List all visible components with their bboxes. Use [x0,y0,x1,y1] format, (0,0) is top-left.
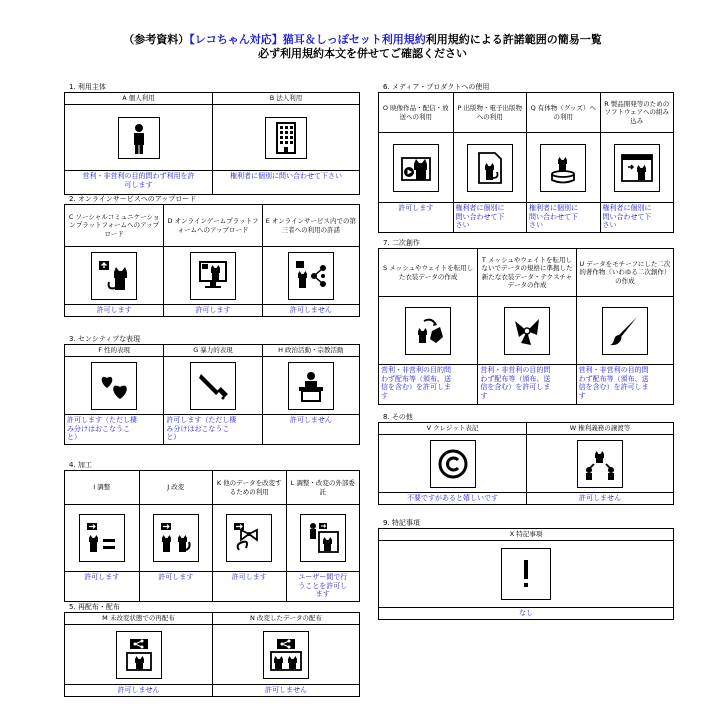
section-title: 8. その他 [378,412,674,423]
item-value: 許可しません [263,414,359,444]
section-8 [378,412,674,505]
item-value: 営利・非営利の目的問 わず配布等（頒布、送 信を含む）を許可しま す [379,364,477,404]
upload-cat-icon [91,252,137,300]
item-heading: X 特記事項 [379,529,673,541]
section-title: 6. メディア・プロダクトへの使用 [378,82,674,93]
item-d [163,205,261,316]
mesh-transfer-icon [405,307,451,355]
item-heading: A 個人利用 [65,93,212,105]
item-value: 許可します（ただし棲 み分けはおこなうこ と） [65,414,163,444]
section-title: 3. センシティブな表現 [64,334,360,345]
header-blue-title: 【レコちゃん対応】猫耳＆しっぽセット利用規約 [189,33,426,46]
bow-icon [226,514,272,562]
item-heading: G 暴力的表現 [164,345,261,357]
item-o [379,93,453,232]
item-heading: B 法人利用 [213,93,359,105]
item-heading: F 性的表現 [65,345,163,357]
item-t [477,249,575,404]
item-value: 営利・非営利の目的問 わず配布等（頒布、送 信を含む）を許可しま す [478,364,575,404]
item-s [379,249,477,404]
exclamation-icon [501,548,551,600]
item-value: なし [379,607,673,619]
item-value: 権利者に個別に 問い合わせて下 さい [527,202,600,232]
item-j [139,471,213,601]
section-9 [378,518,674,620]
item-u [576,249,673,404]
item-v [379,423,526,504]
item-heading: R 製品開発等のためのソフトウェアへの組み込み [601,93,674,133]
header-line-1: （参考資料）【レコちゃん対応】猫耳＆しっぽセット利用規約利用規約による許諾範囲の簡易一覧 [123,33,602,46]
item-value: 営利・非営利の目的問わず利用を許 可します [65,170,212,194]
game-monitor-icon [190,252,236,300]
item-value: 営利・非営利の目的問 わず配布等（頒布、送 信を含む）を許可しま す [577,364,673,404]
item-heading: L 調整・改変の外部委託 [287,471,360,505]
goods-icon [540,144,586,192]
redistribute-icon [116,631,162,679]
item-heading: Q 有体物（グッズ）への利用 [527,93,600,133]
item-r [600,93,674,232]
section-title: 2. オンラインサービスへのアップロード [64,194,360,205]
item-value: ユーザー間で行 うことを許可し ます [287,571,360,601]
item-heading: W 権利義務の譲渡等 [527,423,673,435]
item-value: 権利者に個別に問い合わせて下さい [213,170,359,194]
section-2 [64,194,360,317]
section-title: 1. 利用主体 [64,82,360,93]
video-icon [393,144,439,192]
item-value: 許可します [379,202,453,232]
section-title: 4. 加工 [64,460,360,471]
item-heading: I 調整 [65,471,139,505]
item-value: 許可します [140,571,213,601]
item-c [65,205,163,316]
section-3 [64,334,360,445]
item-value: 許可しません [263,304,359,316]
knife-icon [190,362,236,410]
item-heading: D オンラインゲームプラットフォームへのアップロード [164,205,261,247]
item-heading: H 政治活動・宗教活動 [263,345,359,357]
item-value: 許可します [213,571,286,601]
publication-icon [467,144,513,192]
section-5 [64,602,360,697]
item-heading: K 他のデータを改変するための利用 [213,471,286,505]
item-heading: E オンラインサービス内での第三者への利用の許諾 [263,205,359,247]
item-value: 権利者に個別に 問い合わせて下 さい [454,202,527,232]
item-m [65,613,212,696]
section-title: 5. 再配布・配布 [64,602,360,613]
person-icon [118,117,160,159]
hearts-icon [91,362,137,410]
item-l [286,471,360,601]
section-7 [378,238,674,405]
section-title: 7. 二次創作 [378,238,674,249]
adjust-icon [79,514,125,562]
item-value: 許可します（ただし棲 み分けはおこなうこ と） [164,414,261,444]
item-e [262,205,359,316]
item-h [262,345,359,444]
item-heading: J 改変 [140,471,213,505]
item-heading: M 未改変状態での再配布 [65,613,212,625]
item-heading: P 出版物・電子出版物への利用 [454,93,527,133]
item-k [212,471,286,601]
share-network-icon [288,252,334,300]
copyright-icon [430,440,476,488]
item-value: 許可します [65,571,139,601]
item-g [163,345,261,444]
item-heading: S メッシュやウェイトを転用した衣装データの作成 [379,249,477,297]
item-value: 許可します [65,304,163,316]
item-heading: C ソーシャルコミュニケーションプラットフォームへのアップロード [65,205,163,247]
item-p [453,93,527,232]
item-f [65,345,163,444]
item-heading: V クレジット表記 [379,423,526,435]
item-heading: U データをモチーフにした二次的著作物（いわゆる二次創作）の作成 [577,249,673,297]
podium-icon [288,362,334,410]
item-heading: T メッシュやウェイトを転用しないでデータの規格に準拠した新たな衣装データ・テクスチャデータの作成 [478,249,575,297]
distribute-modified-icon [263,631,309,679]
outsource-icon [300,514,346,562]
item-q [526,93,600,232]
item-value: 許可します [164,304,261,316]
section-1 [64,82,360,195]
item-value: 不要ですがあると嬉しいです [379,492,526,504]
transfer-rights-icon [577,440,623,488]
item-heading: O 映像作品・配信・放送への利用 [379,93,453,133]
item-value: 許可しません [213,684,359,696]
modify-icon [153,514,199,562]
item-b [212,93,359,194]
item-value: 権利者に個別に 問い合わせて下 さい [601,202,674,232]
item-value: 許可しません [527,492,673,504]
item-a [65,93,212,194]
document-header [0,33,725,61]
section-title: 9. 特記事項 [378,518,674,529]
software-icon [614,144,660,192]
item-x [379,529,673,619]
brush-icon [602,307,648,355]
header-line-2: 必ず利用規約本文を併せてご確認ください [258,47,467,60]
cloth-icon [504,307,550,355]
item-value: 許可しません [65,684,212,696]
section-4 [64,460,360,602]
item-n [212,613,359,696]
section-6 [378,82,674,233]
item-w [526,423,673,504]
item-heading: N 改変したデータの配布 [213,613,359,625]
building-icon [265,117,307,159]
item-i [65,471,139,601]
